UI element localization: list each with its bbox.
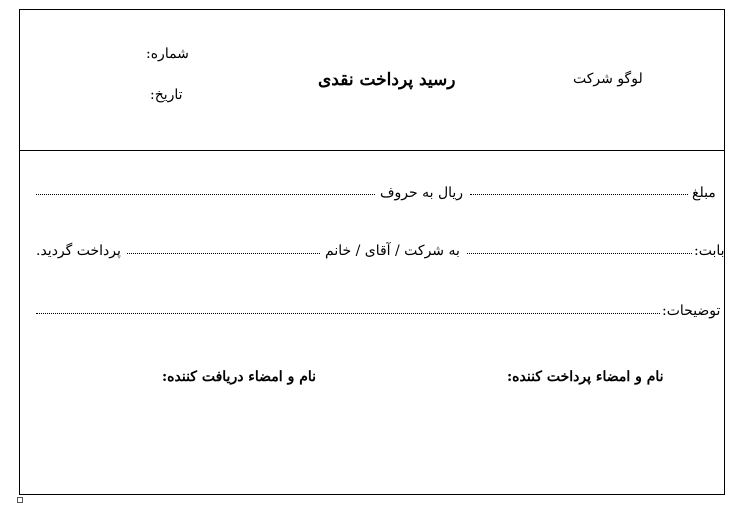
description-label: توضیحات:: [662, 303, 721, 319]
payee-fill-line[interactable]: [127, 253, 320, 254]
amount-label: مبلغ: [692, 185, 716, 201]
page-title: رسید پرداخت نقدی: [318, 70, 456, 90]
to-company-label: به شرکت / آقای / خانم: [325, 243, 460, 259]
date-label: تاریخ:: [150, 87, 183, 103]
rial-in-words-label: ریال به حروف: [380, 185, 464, 201]
amount-in-words-fill-line[interactable]: [36, 194, 375, 195]
for-label: بابت:: [694, 243, 725, 259]
receiver-signature-label: نام و امضاء دریافت کننده:: [162, 369, 317, 385]
number-label: شماره:: [146, 46, 189, 62]
description-fill-line[interactable]: [36, 313, 660, 314]
paid-label: پرداخت گردید.: [36, 243, 121, 259]
for-fill-line[interactable]: [467, 253, 692, 254]
amount-fill-line[interactable]: [470, 194, 688, 195]
header-divider: [20, 150, 724, 151]
resize-handle[interactable]: [17, 497, 23, 503]
logo-placeholder: لوگو شرکت: [573, 71, 643, 87]
payer-signature-label: نام و امضاء پرداخت کننده:: [507, 369, 664, 385]
